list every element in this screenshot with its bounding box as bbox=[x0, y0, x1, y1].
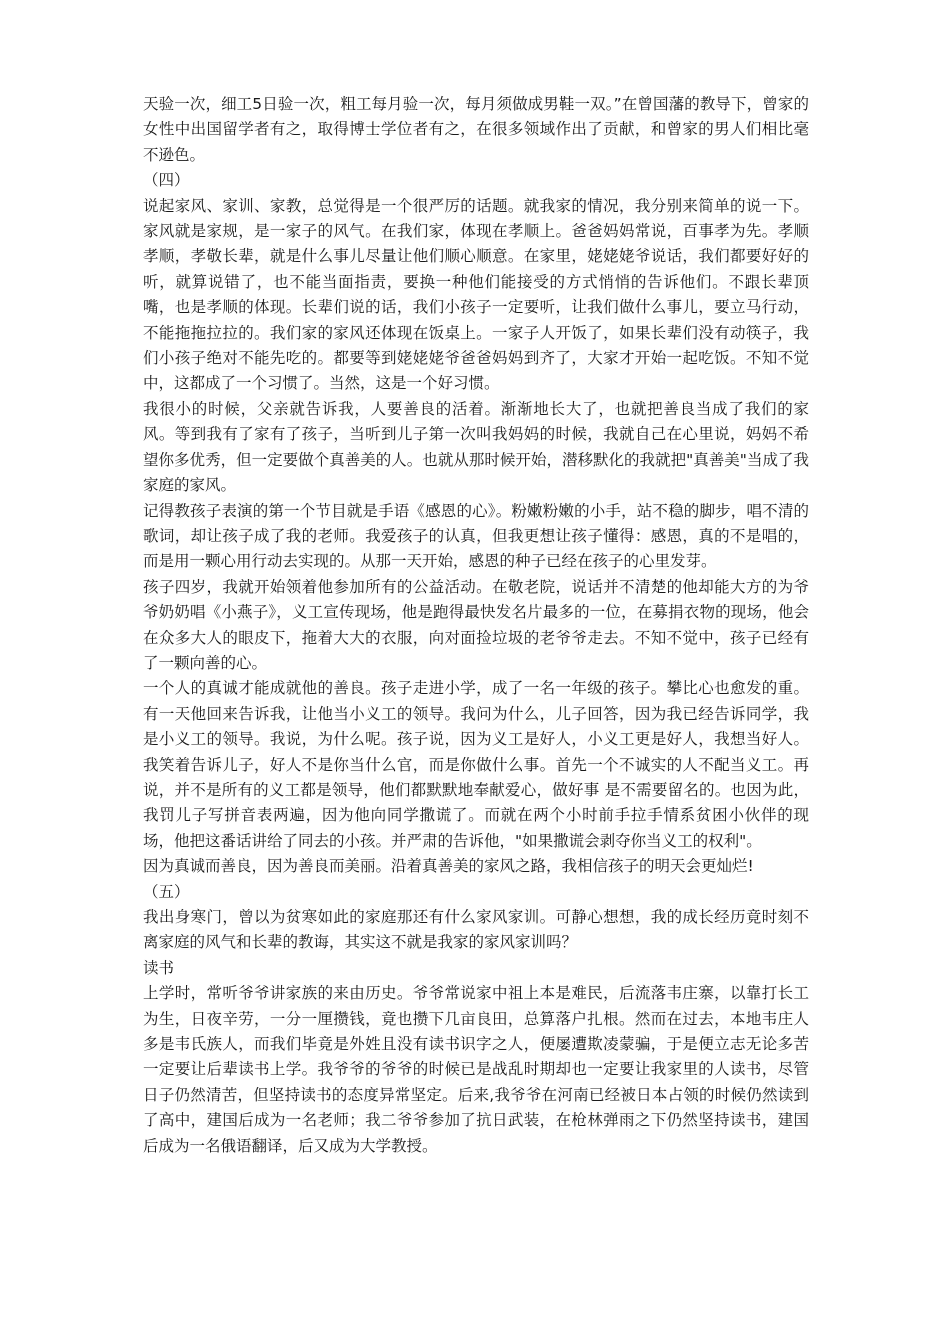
paragraph-conclusion: 因为真诚而善良，因为善良而美丽。沿着真善美的家风之路，我相信孩子的明天会更灿烂! bbox=[143, 857, 754, 876]
document-body bbox=[143, 92, 809, 1159]
paragraph-charity: 孩子四岁，我就开始领着他参加所有的公益活动。在敬老院，说话并不清楚的他却能大方的为爷爷奶奶唱《小燕子》，义工宣传现场，他是跑得最快发名片最多的一位，在募捐衣物的现场，他会在众多大人的眼皮下，拖着大大的衣服，向对面捡垃圾的老爷爷走去。不知不觉中，孩子已经有了一颗向善的心。 bbox=[143, 577, 809, 672]
paragraph-honesty: 一个人的真诚才能成就他的善良。孩子走进小学，成了一名一年级的孩子。攀比心也愈发的重。有一天他回来告诉我，让他当小义工的领导。我问为什么，儿子回答，因为我已经告诉同学，我是小义工的领导。我说，为什么呢。孩子说，因为义工是好人，小义工更是好人，我想当好人。我笑着告诉儿子，好人不是你当什么官，而是你做什么事。首先一个不诚实的人不配当义工。再说，并不是所有的义工都是领导，他们都默默地奉献爱心，做好事 是不需要留名的。也因为此，我罚儿子写拼音表两遍，因为他向同学撒谎了。而就在两个小时前手拉手情系贫困小伙伴的现场，他把这番话讲给了同去的小孩。并严肃的告诉他，"如果撒谎会剥夺你当义工的权利"。 bbox=[143, 679, 809, 850]
section-heading-five: （五） bbox=[143, 882, 190, 901]
paragraph-humble-origin: 我出身寒门，曾以为贫寒如此的家庭那还有什么家风家训。可静心想想，我的成长经历竟时刻不离家庭的风气和长辈的教诲，其实这不就是我家的家风家训吗？ bbox=[143, 908, 809, 952]
paragraph-kindness: 我很小的时候，父亲就告诉我，人要善良的活着。渐渐地长大了，也就把善良当成了我们的家风。等到我有了家有了孩子，当听到儿子第一次叫我妈妈的时候，我就自己在心里说，妈妈不希望你多优秀，但一定要做个真善美的人。也就从那时候开始，潜移默化的我就把"真善美"当成了我家庭的家风。 bbox=[143, 399, 809, 495]
paragraph-continuation: 天验一次，细工5日验一次，粗工每月验一次，每月须做成男鞋一双。”在曾国藩的教导下，曾家的女性中出国留学者有之，取得博士学位者有之，在很多领域作出了贡献，和曾家的男人们相比毫不逊色。 bbox=[143, 95, 809, 164]
paragraph-family-style: 说起家风、家训、家教，总觉得是一个很严厉的话题。就我家的情况，我分别来简单的说一下。家风就是家规，是一家子的风气。在我们家，体现在孝顺上。爸爸妈妈常说，百事孝为先。孝顺孝顺，孝敬长辈，就是什么事儿尽量让他们顺心顺意。在家里，姥姥姥爷说话，我们都要好好的听，就算说错了，也不能当面指责，要换一种他们能接受的方式悄悄的告诉他们。不跟长辈顶嘴，也是孝顺的体现。长辈们说的话，我们小孩子一定要听，让我们做什么事儿，要立马行动，不能拖拖拉拉的。我们家的家风还体现在饭桌上。一家子人开饭了，如果长辈们没有动筷子，我们小孩子绝对不能先吃的。都要等到姥姥姥爷爸爸妈妈到齐了，大家才开始一起吃饭。不知不觉中，这都成了一个习惯了。当然，这是一个好习惯。 bbox=[143, 196, 809, 393]
paragraph-gratitude: 记得教孩子表演的第一个节目就是手语《感恩的心》。粉嫩粉嫩的小手，站不稳的脚步，唱不清的歌词，却让孩子成了我的老师。我爱孩子的认真，但我更想让孩子懂得：感恩，真的不是唱的，而是用一颗心用行动去实现的。从那一天开始，感恩的种子已经在孩子的心里发芽。 bbox=[143, 501, 809, 571]
subheading-reading: 读书 bbox=[143, 958, 175, 977]
section-heading-four: （四） bbox=[143, 171, 190, 190]
paragraph-reading-history: 上学时，常听爷爷讲家族的来由历史。爷爷常说家中祖上本是难民，后流落韦庄寨，以靠打长工为生，日夜辛劳，一分一厘攒钱，竟也攒下几亩良田，总算落户扎根。然而在过去，本地韦庄人多是韦氏族人，而我们毕竟是外姓且没有读书识字之人，便屡遭欺凌蒙骗，于是便立志无论多苦一定要让后辈读书上学。我爷爷的爷爷的时候已是战乱时期却也一定要让我家里的人读书，尽管日子仍然清苦，但坚持读书的态度异常坚定。后来,我爷爷在河南已经被日本占领的时候仍然读到了高中，建国后成为一名老师；我二爷爷参加了抗日武装，在枪林弹雨之下仍然坚持读书，建国后成为一名俄语翻译，后又成为大学教授。 bbox=[143, 984, 809, 1155]
